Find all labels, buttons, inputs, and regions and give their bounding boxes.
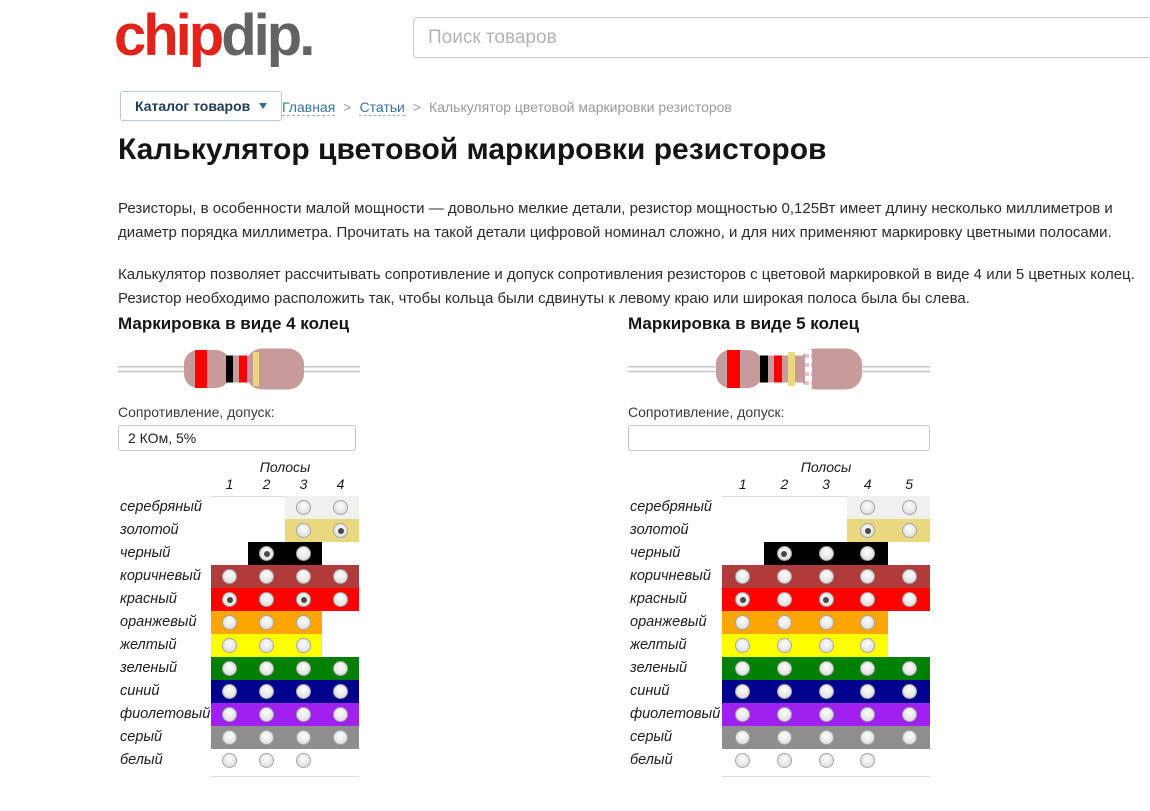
radio-band3-brown[interactable] [296, 569, 311, 584]
band-column-numbers [628, 476, 940, 494]
page-title: Калькулятор цветовой маркировки резисторов [118, 133, 827, 166]
color-row-label-gold: золотой [630, 522, 689, 538]
radio-band3-black[interactable] [296, 546, 311, 561]
color-row-gray [628, 726, 940, 749]
color-row-label-brown: коричневый [630, 568, 711, 584]
radio-band4-gray[interactable] [333, 730, 348, 745]
bands-title: Полосы [800, 459, 852, 475]
band-column-numbers [118, 476, 378, 494]
radio-band3-green[interactable] [296, 661, 311, 676]
color-row-label-white: белый [630, 752, 673, 768]
band-column-label-5: 5 [905, 476, 914, 492]
radio-band5-blue[interactable] [902, 684, 917, 699]
logo-chip-text: chip [114, 3, 222, 68]
radio-band2-orange[interactable] [259, 615, 274, 630]
resistance-input-4[interactable] [118, 425, 356, 451]
intro-paragraph: Калькулятор позволяет рассчитывать сопротивление и допуск сопротивления резисторов с цветовой маркировкой в виде 4 или 5 цветных колец. Резистор необходимо расположить так, чтобы кольца были сдвинуты к левому краю или широкая полоса была бы слева. [118, 265, 1135, 307]
color-row-label-orange: оранжевый [630, 614, 707, 630]
color-row-black [118, 542, 378, 565]
color-row-red [118, 588, 378, 611]
radio-band2-black[interactable] [259, 546, 274, 561]
radio-band4-silver[interactable] [333, 500, 348, 515]
breadcrumb-separator: > [412, 99, 422, 115]
radio-band1-violet[interactable] [222, 707, 237, 722]
radio-band3-violet[interactable] [819, 707, 834, 722]
color-row-label-green: зеленый [120, 660, 178, 676]
intro-paragraph: Резисторы, в особенности малой мощности — довольно мелкие детали, резистор мощностью 0,125Вт имеет длину несколько миллиметров и диаметр порядка миллиметра. Прочитать на такой детали цифровой номинал сложно, и для них применяют маркировку цветными полосами. [118, 200, 1113, 242]
radio-band4-silver[interactable] [860, 500, 875, 515]
radio-band4-gold[interactable] [860, 523, 875, 538]
radio-band3-blue[interactable] [296, 684, 311, 699]
radio-band2-red[interactable] [259, 592, 274, 607]
radio-band5-red[interactable] [902, 592, 917, 607]
color-row-red [628, 588, 940, 611]
radio-band4-red[interactable] [860, 592, 875, 607]
color-row-black [628, 542, 940, 565]
color-row-label-gray: серый [120, 729, 163, 745]
resistance-input-5[interactable] [628, 425, 930, 451]
intro-text [118, 197, 1136, 328]
band-column-label-4: 4 [336, 476, 345, 492]
color-row-yellow [118, 634, 378, 657]
radio-band3-gray[interactable] [819, 730, 834, 745]
radio-band4-blue[interactable] [333, 684, 348, 699]
calculator-5-rings [628, 314, 940, 778]
radio-band5-silver[interactable] [902, 500, 917, 515]
radio-band2-black[interactable] [777, 546, 792, 561]
radio-band1-gray[interactable] [222, 730, 237, 745]
color-row-green [118, 657, 378, 680]
color-row-white [118, 749, 378, 772]
radio-band3-gray[interactable] [296, 730, 311, 745]
radio-band5-gold[interactable] [902, 523, 917, 538]
color-rows [628, 496, 940, 778]
bands-table-5 [628, 459, 940, 778]
radio-band1-yellow[interactable] [222, 638, 237, 653]
radio-band3-white[interactable] [819, 753, 834, 768]
radio-band2-white[interactable] [777, 753, 792, 768]
search-input[interactable] [413, 17, 1150, 58]
color-row-label-gold: золотой [120, 522, 179, 538]
radio-band4-brown[interactable] [333, 569, 348, 584]
radio-band3-orange[interactable] [819, 615, 834, 630]
radio-band2-yellow[interactable] [777, 638, 792, 653]
radio-band4-blue[interactable] [860, 684, 875, 699]
radio-band1-orange[interactable] [222, 615, 237, 630]
color-row-label-gray: серый [630, 729, 673, 745]
catalog-button-label: Каталог товаров [135, 98, 251, 114]
radio-band2-brown[interactable] [259, 569, 274, 584]
radio-band1-brown[interactable] [222, 569, 237, 584]
color-row-label-black: черный [120, 545, 171, 561]
calc-4-heading: Маркировка в виде 4 колец [118, 314, 350, 333]
radio-band4-black[interactable] [860, 546, 875, 561]
radio-band5-violet[interactable] [902, 707, 917, 722]
radio-band2-white[interactable] [259, 753, 274, 768]
table-bottom-border [211, 776, 359, 777]
radio-band3-yellow[interactable] [296, 638, 311, 653]
band-column-label-2: 2 [262, 476, 271, 492]
color-row-label-silver: серебряный [120, 499, 202, 515]
radio-band2-yellow[interactable] [259, 638, 274, 653]
radio-band4-yellow[interactable] [860, 638, 875, 653]
radio-band1-white[interactable] [222, 753, 237, 768]
color-row-label-yellow: желтый [630, 637, 687, 653]
color-row-brown [118, 565, 378, 588]
radio-band2-brown[interactable] [777, 569, 792, 584]
bands-title: Полосы [259, 459, 311, 475]
radio-band3-violet[interactable] [296, 707, 311, 722]
radio-band2-blue[interactable] [259, 684, 274, 699]
color-row-blue [628, 680, 940, 703]
breadcrumb [282, 99, 732, 116]
radio-band2-violet[interactable] [777, 707, 792, 722]
radio-band1-blue[interactable] [222, 684, 237, 699]
radio-band5-brown[interactable] [902, 569, 917, 584]
radio-band3-gold[interactable] [296, 523, 311, 538]
radio-band3-orange[interactable] [296, 615, 311, 630]
color-row-label-violet: фиолетовый [120, 706, 211, 722]
color-row-orange [118, 611, 378, 634]
resistance-label: Сопротивление, допуск: [628, 404, 785, 420]
breadcrumb-separator: > [343, 99, 352, 115]
color-row-brown [628, 565, 940, 588]
chipdip-logo[interactable] [114, 2, 312, 69]
color-row-white [628, 749, 940, 772]
color-row-silver [118, 496, 378, 519]
color-row-orange [628, 611, 940, 634]
band-column-label-2: 2 [780, 476, 789, 492]
resistor-4-band-image [118, 344, 360, 396]
radio-band4-gold[interactable] [333, 523, 348, 538]
radio-band3-brown[interactable] [819, 569, 834, 584]
color-row-yellow [628, 634, 940, 657]
radio-band4-red[interactable] [333, 592, 348, 607]
band-column-label-1: 1 [225, 476, 234, 492]
radio-band5-gray[interactable] [902, 730, 917, 745]
color-row-label-silver: серебряный [630, 499, 712, 515]
radio-band3-black[interactable] [819, 546, 834, 561]
breadcrumb-current: Калькулятор цветовой маркировки резисторов [429, 99, 732, 115]
radio-band4-gray[interactable] [860, 730, 875, 745]
radio-band4-violet[interactable] [333, 707, 348, 722]
color-row-label-blue: синий [120, 683, 160, 699]
calc-5-heading: Маркировка в виде 5 колец [628, 314, 860, 333]
calculator-4-rings [118, 314, 378, 778]
color-row-label-violet: фиолетовый [630, 706, 721, 722]
color-row-label-brown: коричневый [120, 568, 201, 584]
color-row-label-yellow: желтый [120, 637, 177, 653]
color-row-label-orange: оранжевый [120, 614, 197, 630]
color-row-label-black: черный [630, 545, 681, 561]
color-row-blue [118, 680, 378, 703]
radio-band4-green[interactable] [333, 661, 348, 676]
radio-band5-green[interactable] [902, 661, 917, 676]
color-row-green [628, 657, 940, 680]
radio-band3-red[interactable] [296, 592, 311, 607]
radio-band4-violet[interactable] [860, 707, 875, 722]
color-rows [118, 496, 378, 778]
radio-band2-blue[interactable] [777, 684, 792, 699]
breadcrumb-home-link[interactable]: Главная [282, 99, 336, 115]
radio-band3-silver[interactable] [296, 500, 311, 515]
color-row-violet [628, 703, 940, 726]
resistor-5-band-image [628, 344, 930, 396]
radio-band2-violet[interactable] [259, 707, 274, 722]
radio-band4-brown[interactable] [860, 569, 875, 584]
band-column-label-3: 3 [299, 476, 308, 492]
resistance-label: Сопротивление, допуск: [118, 404, 275, 420]
radio-band3-white[interactable] [296, 753, 311, 768]
color-row-label-white: белый [120, 752, 163, 768]
color-row-label-red: красный [120, 591, 177, 607]
color-row-silver [628, 496, 940, 519]
radio-band2-green[interactable] [777, 661, 792, 676]
color-row-gold [628, 519, 940, 542]
color-row-label-blue: синий [630, 683, 670, 699]
color-row-violet [118, 703, 378, 726]
radio-band2-green[interactable] [259, 661, 274, 676]
radio-band4-white[interactable] [860, 753, 875, 768]
color-row-label-red: красный [630, 591, 687, 607]
radio-band2-gray[interactable] [259, 730, 274, 745]
color-row-gold [118, 519, 378, 542]
logo-dip-text: dip. [221, 3, 313, 68]
band-column-label-3: 3 [822, 476, 830, 492]
radio-band4-orange[interactable] [860, 615, 875, 630]
color-row-gray [118, 726, 378, 749]
radio-band4-green[interactable] [860, 661, 875, 676]
band-column-label-4: 4 [863, 476, 872, 492]
chevron-down-icon [259, 103, 267, 109]
radio-band3-red[interactable] [819, 592, 834, 607]
table-bottom-border [722, 776, 930, 777]
radio-band2-orange[interactable] [777, 615, 792, 630]
radio-band2-red[interactable] [777, 592, 792, 607]
radio-band2-gray[interactable] [777, 730, 792, 745]
band-column-label-1: 1 [738, 476, 747, 492]
radio-band1-green[interactable] [222, 661, 237, 676]
bands-table-4 [118, 459, 378, 778]
color-row-label-green: зеленый [630, 660, 688, 676]
radio-band3-green[interactable] [819, 661, 834, 676]
radio-band1-red[interactable] [222, 592, 237, 607]
breadcrumb-articles-link[interactable]: Статьи [359, 99, 405, 115]
radio-band3-yellow[interactable] [819, 638, 834, 653]
catalog-button[interactable] [120, 91, 282, 121]
radio-band3-blue[interactable] [819, 684, 834, 699]
